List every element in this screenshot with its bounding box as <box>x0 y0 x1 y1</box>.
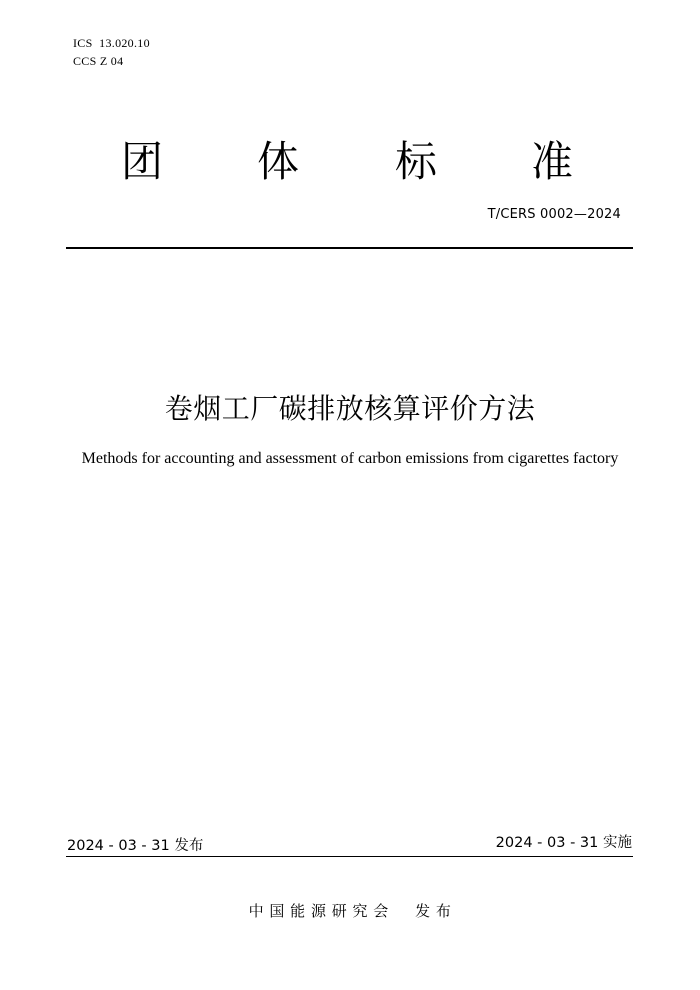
implement-date: 2024 - 03 - 31 实施 <box>495 835 632 851</box>
ccs-code: CCS Z 04 <box>73 54 124 68</box>
publish-date: 2024 - 03 - 31 发布 <box>67 838 204 854</box>
standard-type-char-1: 团 <box>121 137 164 186</box>
standard-type-char-3: 标 <box>395 137 438 186</box>
issuing-organization: 中 国 能 源 研 究 会 发 布 <box>248 902 452 920</box>
footer-divider <box>66 856 633 857</box>
document-title-chinese: 卷烟工厂碳排放核算评价方法 <box>164 392 536 425</box>
document-title-english: Methods for accounting and assessment of carbon emissions from cigarettes factory <box>81 450 619 467</box>
standard-type-char-4: 准 <box>531 137 574 186</box>
ics-code: ICS 13.020.10 <box>73 36 150 50</box>
header-divider <box>66 247 633 249</box>
standard-number: T/CERS 0002—2024 <box>487 207 621 222</box>
standard-type-char-2: 体 <box>257 137 300 186</box>
